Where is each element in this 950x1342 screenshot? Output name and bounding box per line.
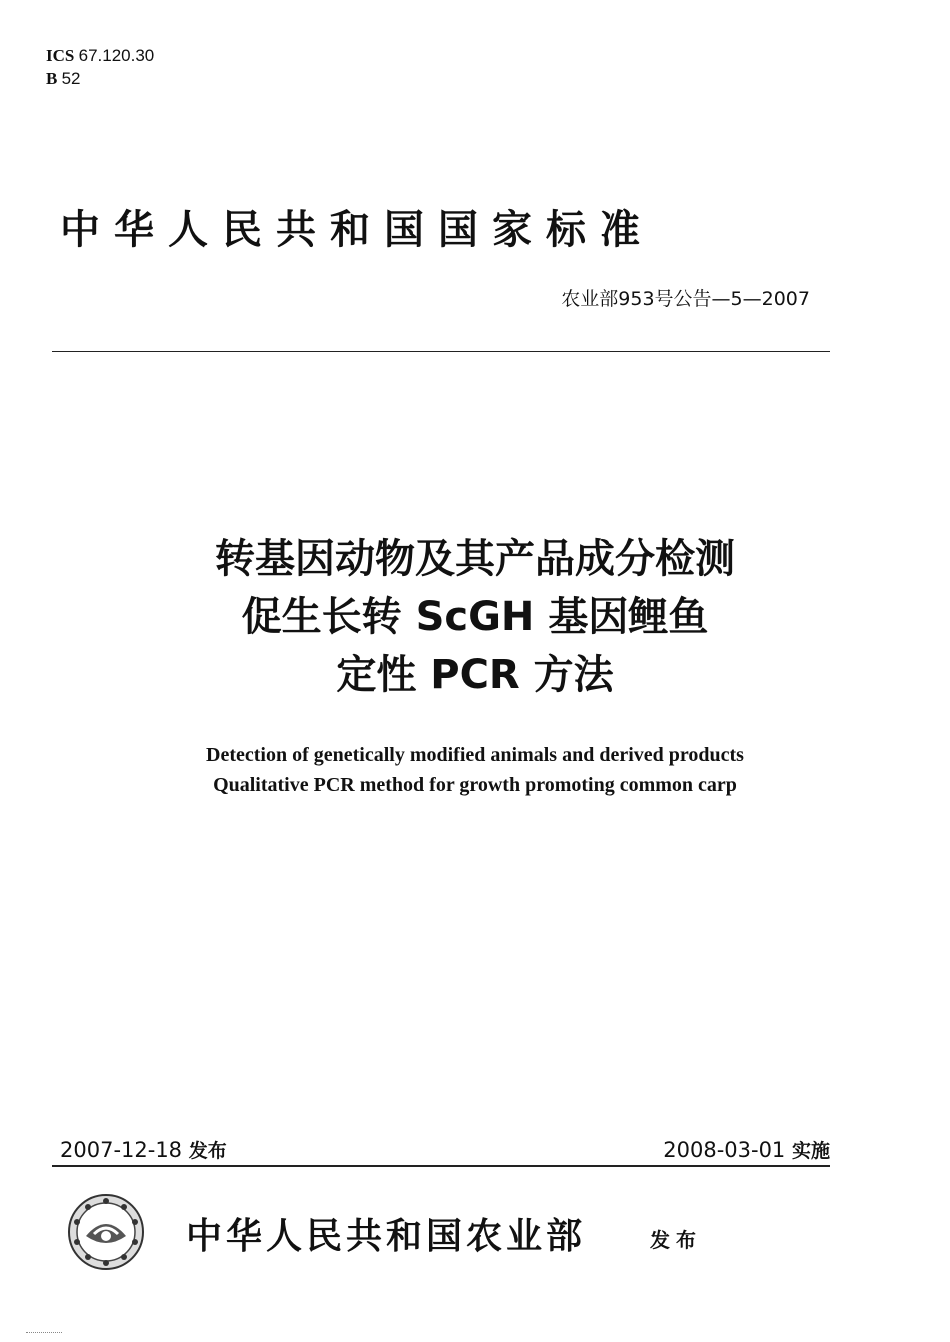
standard-number: 农业部953号公告—5—2007 xyxy=(561,288,810,310)
issue-date-block xyxy=(60,1136,227,1163)
implement-word: 实施 xyxy=(791,1140,830,1162)
page-foot-mark xyxy=(26,1332,62,1333)
issue-date: 2007-12-18 xyxy=(60,1138,183,1162)
implement-date: 2008-03-01 xyxy=(663,1138,786,1162)
national-standard-heading: 中华人民共和国国家标准 xyxy=(60,207,654,253)
english-title xyxy=(0,740,950,800)
implement-date-block xyxy=(663,1136,830,1163)
chinese-title-line-3: 定性 PCR 方法 xyxy=(336,652,614,698)
chinese-title xyxy=(0,530,950,704)
english-title-line-1: Detection of genetically modified animals and derived products xyxy=(206,744,744,766)
chinese-title-line-1: 转基因动物及其产品成分检测 xyxy=(215,536,735,582)
ics-label: ICS xyxy=(46,46,75,65)
ics-line xyxy=(46,44,154,67)
issuing-authority: 中华人民共和国农业部 xyxy=(186,1215,587,1257)
classification-codes xyxy=(46,44,154,90)
english-title-line-2: Qualitative PCR method for growth promoting common carp xyxy=(213,774,737,796)
ministry-emblem-icon xyxy=(66,1192,146,1272)
ccs-label: B xyxy=(46,69,58,88)
ics-code: 67.120.30 xyxy=(78,46,155,65)
header-divider xyxy=(52,351,830,352)
footer-divider xyxy=(52,1165,830,1167)
ccs-line xyxy=(46,67,154,90)
issuing-action: 发布 xyxy=(650,1228,702,1252)
issue-word: 发布 xyxy=(188,1140,227,1162)
chinese-title-line-2: 促生长转 ScGH 基因鲤鱼 xyxy=(241,594,709,640)
ccs-code: 52 xyxy=(61,69,81,88)
